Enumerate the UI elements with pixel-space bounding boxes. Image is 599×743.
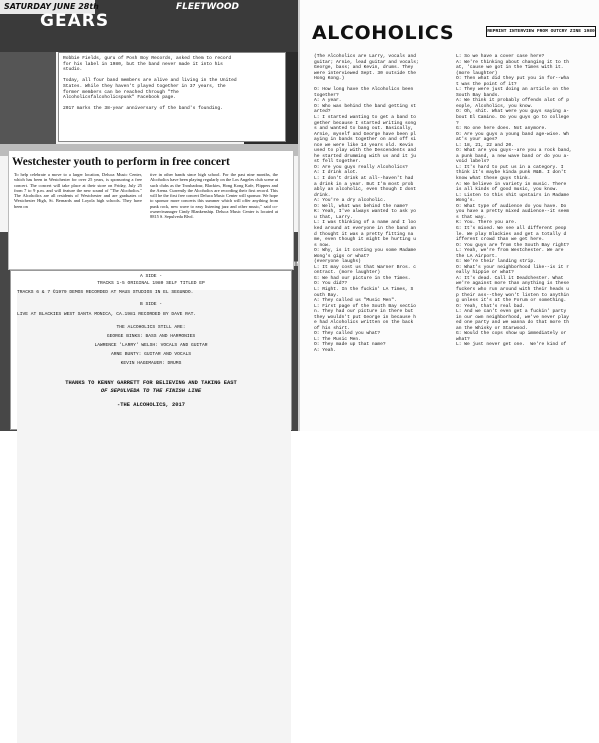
intro-line: 2017 marks the 38-year anniversary of the band's founding.: [63, 106, 223, 112]
interview-line: eally hippie or what?: [456, 270, 514, 276]
interview-line: O: What are you guys--are you a rock band,: [456, 148, 572, 154]
interview-line: O: Are you guys a young band age-wise. Wh: [456, 131, 570, 137]
intro-line: for his label in 1980, but the band never made it into his: [63, 61, 223, 67]
interview-line: ably an alcoholic, even though I dont: [314, 187, 416, 193]
interview-line: G: Would the cops show up immediately or: [456, 331, 567, 337]
news-column-1: To help celebrate a move to a larger location, Deluca Music Center, which has been in Westchester for over 25 years, is sponsoring a free concert. The concert will take place at their store on Friday, July 25 from 7 to 9 p.m. and will feature the new sound of "The Alcoholics." The Alcoholics are all residents of Westchester and are graduates of Westchester High, St. Bernards and Loyola high schools. They have been on: [14, 172, 142, 209]
interview-line: ontract. (more laughter): [314, 270, 381, 276]
interview-line: A: We believe in variety in music. There: [456, 181, 567, 187]
interview-column-2: [456, 24, 572, 348]
interview-line: together?: [314, 92, 339, 98]
interview-line: gether because I started writing song: [314, 120, 416, 126]
interview-line: what?: [456, 336, 470, 342]
interview-line: u that, Larry.: [314, 214, 353, 220]
left-panel: [0, 0, 299, 431]
interview-line: L: We just never get one. We're kind of: [456, 342, 567, 348]
interview-line: A: It's dead. Call it Deadchester. What: [456, 275, 564, 281]
interview-line: at's your ages?: [456, 137, 498, 143]
interview-column-1: [314, 54, 419, 354]
member-line: ARNE BUNTY: GUITAR AND VOCALS: [111, 352, 191, 357]
a-side-label: A SIDE -: [139, 274, 163, 279]
intro-line: Today, all four band members are alive and living in the United: [63, 78, 237, 84]
interview-line: O: Yeah, that's real bad.: [456, 303, 525, 309]
interview-line: L: I don't drink at all--haven't had: [314, 176, 414, 182]
flyer-fleetwood: FLEETWOOD: [176, 2, 240, 12]
interview-line: (more laughter): [456, 70, 498, 76]
interview-line: Wong's.: [456, 198, 476, 204]
interview-line: st fell together.: [314, 159, 361, 165]
interview-line: O: Why, is it costing you some Madame: [314, 248, 416, 254]
interview-line: were interviewed Sept. 30 outside the: [314, 70, 416, 76]
reprint-banner: REPRINT INTERVIEW FROM OUTCRY ZINE 1980: [486, 26, 596, 37]
interview-line: L: They were just doing an article on the: [456, 87, 570, 93]
interview-line: fuckers who run around with their heads u: [456, 286, 570, 292]
tracklist-box: [10, 270, 292, 430]
interview-line: the LA Airport.: [456, 253, 498, 259]
interview-line: A: You're a dry alcoholic.: [314, 198, 386, 204]
member-line: LAWRENCE 'LARRY' WELSH: VOCALS AND GUITAR: [94, 343, 208, 348]
interview-line: they wouldn't put George in because h: [314, 314, 416, 320]
interview-line: le. We play Blackies and get a totally d: [456, 231, 567, 237]
interview-line: L: So we have a cover case here?: [456, 54, 545, 59]
interview-line: O: You guys are from the South Bay right?: [456, 242, 570, 248]
interview-line: O: You did??: [314, 281, 348, 287]
interview-line: think it's maybe kinda punk R&B. I don't: [456, 170, 567, 176]
interview-line: L: It's hard to put us in a category. I: [456, 164, 564, 170]
interview-line: K: Yeah, I've always wanted to ask yo: [314, 209, 416, 215]
interview-line: South Bay bands.: [456, 92, 501, 98]
interview-line: s now.: [314, 242, 331, 248]
interview-line: L: First page of the South Bay sectio: [314, 303, 416, 309]
interview-line: drink.: [314, 192, 331, 198]
interview-line: we're against more than anything is these: [456, 281, 570, 287]
interview-line: L: 18, 21, 22 and 20.: [456, 142, 514, 148]
interview-line: at, 'cause we got in the Times with it.: [456, 65, 564, 71]
interview-line: g unless it's at the Forum or something.: [456, 298, 567, 304]
interview-line: L: Yeah, we're from Westchester. We are: [456, 248, 564, 254]
interview-line: A: We're thinking about changing it to th: [456, 59, 570, 65]
interview-line: O: Who was behind the band getting st: [314, 103, 416, 109]
interview-line: used to play with the Descendents and: [314, 148, 416, 154]
interview-line: p their ass--they won't listen to anythin: [456, 292, 570, 298]
interview-line: G: We had our picture in the Times.: [314, 275, 411, 281]
member-line: KEVIN HAGEMAUER: DRUMS: [120, 361, 182, 366]
interview-line: Arnie, myself and George have been pl: [314, 131, 416, 137]
interview-line: A: They called us "Music Men".: [314, 298, 397, 304]
thanks-line-2: OF SEPULVEDA TO THE FINISH LINE: [100, 388, 202, 394]
intro-line: former members can be reached through "The: [63, 89, 179, 95]
right-panel: [300, 0, 599, 431]
member-line: GEORGE BINKS: BASS AND HARMONIES: [106, 334, 196, 339]
interview-line: Hong Kong.): [314, 76, 345, 82]
interview-line: L: I was thinking of a name and I loo: [314, 220, 416, 226]
interview-line: s that way.: [456, 214, 487, 220]
interview-line: you have a pretty mixed audience--it seem: [456, 209, 570, 215]
interview-line: O: Well, what was behind the name?: [314, 203, 408, 209]
interview-line: nce we were like 14 years old. Kevin: [314, 142, 414, 148]
interview-line: O: They called you what?: [314, 331, 381, 337]
thanks-line-1: THANKS TO KENNY GARRETT FOR BELIEVING AND TAKING EAST: [65, 380, 237, 386]
interview-line: O: Then what did they put you in for--wha: [456, 76, 570, 82]
interview-line: L: And we can't even get a fuckin' party: [456, 309, 567, 315]
intro-line: Robbie Fields, guru of Posh Boy Records, asked them to record: [63, 56, 232, 61]
interview-line: an the Whisky or Starwood.: [456, 325, 528, 331]
interview-line: (everyone laughs): [314, 259, 361, 265]
intro-line: studio.: [63, 67, 83, 73]
news-headline: Westchester youth to perform in free concert: [12, 156, 230, 168]
interview-line: (The Alcoholics are Larry, vocals and: [314, 54, 416, 59]
intro-line: States. While they haven't played together in 37 years, the: [63, 83, 226, 89]
interview-line: n. They had our picture in there but: [314, 309, 414, 315]
interview-line: L: The Music Men.: [314, 336, 361, 342]
column-2-spacer: [456, 24, 572, 54]
interview-line: ked around at everyone in the band an: [314, 225, 416, 231]
interview-line: ?: [456, 120, 459, 126]
interview-line: he started drumming with us and it ju: [314, 153, 416, 159]
b-side-label: B SIDE -: [139, 302, 163, 307]
interview-line: L: It may cost us that Warner Bros. c: [314, 264, 416, 270]
news-column-2: tive in other bands since high school. For the past nine months, the Alcoholics have been playing regularly on the Los Angeles club scene at such clubs as the Troubadour, Blackies, Hong Kong Kafe, Flippers and the Arena. Currently the Alcoholics are recording their first record. This will be the first free concert Deluca Music Center will sponsor. We hope to sponsor more concerts this summer which will offer anything from punk rock, new wave to easy listening jazz and other music," said co-owner/manager Cindy Blankenship. Deluca Music Center is located at 8815 S. Sepulveda Blvd.: [150, 172, 278, 220]
interview-line: L: Right. In the fuckin' LA Times, S: [314, 286, 414, 292]
interview-line: O: They made up that name?: [314, 342, 386, 348]
interview-line: know what these guys think.: [456, 176, 531, 182]
interview-line: a punk band, a new wave band or do you a-: [456, 153, 570, 159]
interview-line: me, even though it might be hurting u: [314, 237, 416, 243]
signoff: -THE ALCOHOLICS, 2017: [117, 402, 185, 408]
interview-line: L: I started wanting to get a band to: [314, 115, 416, 121]
interview-line: George, bass; and Kevin, drums. They: [314, 65, 414, 71]
interview-line: of his shirt.: [314, 325, 350, 331]
b-side-detail: LIVE AT BLACKIES WEST SANTA MONICA, CA.1981 RECORDED BY DAVE RAT.: [17, 312, 291, 743]
interview-line: void labels?: [456, 159, 490, 165]
interview-line: O: What's your neighborhood like--is it r: [456, 264, 570, 270]
interview-line: ed one party and we wanna do that more th: [456, 320, 570, 326]
interview-line: G: No one here does. Not anymore.: [456, 126, 547, 132]
interview-line: a drink in a year. But I'm most prob: [314, 181, 414, 187]
alcoholics-logo: ALCOHOLICS: [312, 22, 455, 44]
still-are: THE ALCOHOLICS STILL ARE:: [116, 325, 186, 330]
interview-line: d thought it was a pretty fitting na: [314, 231, 414, 237]
flyer-gears: GEARS: [40, 11, 110, 31]
interview-line: t was the point of it?: [456, 81, 517, 87]
interview-line: O: What type of audience do you have. Do: [456, 203, 567, 209]
flyer-date: SATURDAY JUNE 28th: [4, 2, 99, 11]
interview-line: e had Alcoholics written on the back: [314, 320, 414, 326]
interview-line: K: You. There you are.: [456, 220, 517, 226]
interview-line: G: We're their landing strip.: [456, 259, 536, 265]
intro-line: Alcoholicsfalcoholicspunk" Facebook page.: [63, 95, 177, 101]
interview-line: outh Bay.: [314, 292, 339, 298]
interview-line: A: We think it probably offends alot of p: [456, 98, 570, 104]
interview-line: s and wanted to bang out. Basically,: [314, 126, 414, 132]
interview-line: A: Yeah.: [314, 347, 337, 353]
interview-line: is all kinds of good music, you know.: [456, 187, 558, 193]
interview-line: ifferent crowd than we get here.: [456, 237, 545, 243]
interview-line: L: Listen to this shit upstairs in Madame: [456, 192, 570, 198]
interview-line: eople, Alcoholics, you know.: [456, 103, 534, 109]
interview-line: aying in bands together on and off si: [314, 137, 416, 143]
interview-line: guitar; Arnie, lead guitar and vocals;: [314, 59, 419, 65]
intro-box: [58, 52, 286, 142]
collage-left-strip: [0, 52, 56, 144]
interview-line: O: Oh, shit. What were you guys saying a-: [456, 109, 570, 115]
interview-line: Wong's gigs or what?: [314, 253, 370, 259]
interview-line: O: How long have the Alcoholics been: [314, 87, 414, 93]
a-side-detail: TRACKS 6 & 7 ©1979 DEMOS RECORDED AT MAUS STUDIOS IN EL SEGUNDO.: [17, 290, 291, 721]
interview-line: A: A year.: [314, 98, 342, 104]
interview-line: A: I drink alot.: [314, 170, 359, 176]
interview-line: O: Are you guys really Alcoholics?: [314, 164, 408, 170]
interview-line: arted?: [314, 109, 331, 115]
interview-line: G: It's mixed. We see all different peop: [456, 225, 567, 231]
a-side-title: TRACKS 1-5 ORIGINAL 1980 SELF TITLED EP: [97, 281, 205, 286]
interview-line: in our own neighborhood, we've never play: [456, 314, 570, 320]
interview-line: bout El Camino. Do you guys go to college: [456, 115, 570, 121]
